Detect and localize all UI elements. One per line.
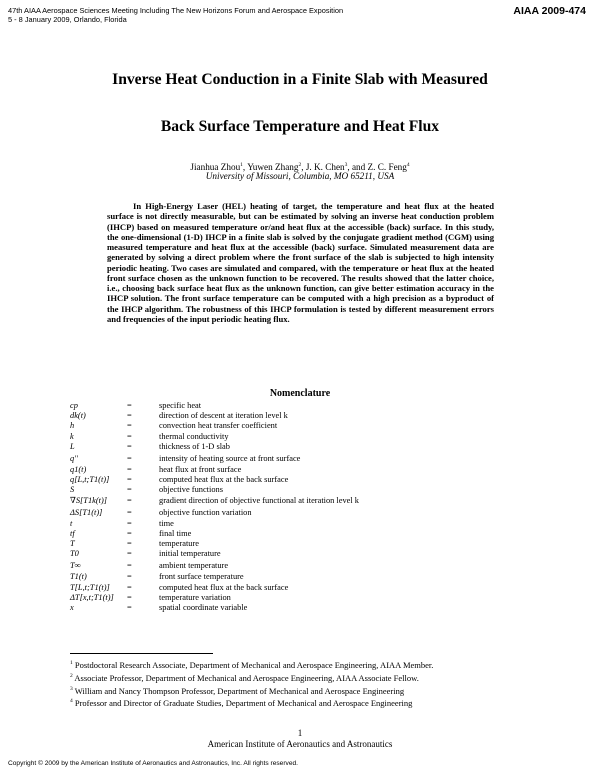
nomenclature-definition: computed heat flux at the back surface — [159, 475, 289, 485]
nomenclature-definition: temperature — [159, 539, 199, 549]
nomenclature-definition: front surface temperature — [159, 572, 244, 582]
nomenclature-symbol: tf — [70, 528, 75, 538]
nomenclature-symbol: cp — [70, 401, 78, 410]
nomenclature-definition: direction of descent at iteration level k — [159, 411, 288, 421]
nomenclature-definition: spatial coordinate variable — [159, 603, 248, 612]
nomenclature-definition: initial temperature — [159, 549, 221, 559]
nomenclature-symbol: ΔT[x,t;T1(t)] — [70, 592, 114, 602]
nomenclature-symbol: dk(t) — [70, 411, 86, 421]
nomenclature-symbol: T1(t) — [70, 572, 87, 582]
nomenclature-definition: thickness of 1-D slab — [159, 441, 230, 451]
nomenclature-symbol: T — [70, 539, 75, 549]
conference-line-2: 5 - 8 January 2009, Orlando, Florida — [8, 15, 127, 24]
nomenclature-symbol: q'' — [70, 453, 78, 463]
nomenclature-symbol: q[L,t;T1(t)] — [70, 475, 110, 485]
footnote: $^2$ Associate Professor, Department of Mechanical and Aerospace Engineering, AIAA Associate Fellow. — [70, 672, 419, 683]
author: Yuwen Zhang$^2$, — [247, 162, 306, 173]
nomenclature-symbol: q1(t) — [70, 464, 87, 474]
abstract: In High-Energy Laser (HEL) heating of target, the temperature and heat flux at the heated surface is not directly measurable, but can be estimated by solving an inverse heat conduction problem (IHCP) based on measured temperature or/and heat flux at the accessible (back) surface. In this study, the one-dimensional (1-D) IHCP in a finite slab is solved by the conjugate gradient method (CGM) using measured temperature and heat flux at the accessible (back) surface. Simulated measurement data are generated by solving a direct problem where the front surface of the slab is subjected to high intensity periodic heating. Two cases are simulated and compared, with the temperature or heat flux at the heated front surface chosen as the unknown function to be recovered. The results showed that the latter choice, i.e., choosing back surface heat flux as the unknown function, can give better estimation accuracy in the IHCP solution. The front surface temperature can be computed with a high precision as a byproduct of the IHCP algorithm. The robustness of this IHCP formulation is tested by different measurement errors and frequencies of the input periodic heating flux. — [107, 201, 494, 324]
nomenclature-symbol: x — [70, 603, 74, 612]
footnote: $^4$ Professor and Director of Graduate Studies, Department of Mechanical and Aerospace Engineering — [70, 698, 413, 709]
nomenclature-symbol: T∞ — [70, 561, 81, 571]
nomenclature-definition: convection heat transfer coefficient — [159, 421, 278, 431]
nomenclature-definition: specific heat — [159, 401, 202, 410]
footnote-separator — [70, 653, 213, 654]
nomenclature-definition: computed heat flux at the back surface — [159, 582, 289, 592]
footnote: $^3$ William and Nancy Thompson Professor, Department of Mechanical and Aerospace Engineering — [70, 685, 405, 696]
nomenclature-definition: temperature variation — [159, 592, 231, 602]
copyright-notice: Copyright © 2009 by the American Institute of Aeronautics and Astronautics, Inc. All rights reserved. — [8, 760, 299, 767]
nomenclature-symbol: S — [70, 485, 75, 495]
nomenclature-symbol: h — [70, 421, 75, 431]
nomenclature-definition: objective functions — [159, 485, 223, 495]
conference-header — [8, 6, 343, 24]
nomenclature-definition: ambient temperature — [159, 561, 229, 571]
paper-id: AIAA 2009-474 — [513, 5, 586, 17]
affiliation: University of Missouri, Columbia, MO 65211, USA — [205, 171, 395, 181]
nomenclature-definition: intensity of heating source at front surface — [159, 453, 301, 463]
nomenclature-definition: thermal conductivity — [159, 431, 229, 441]
page-number: 1 — [297, 728, 303, 738]
institute-name: American Institute of Aeronautics and Astronautics — [207, 739, 393, 749]
nomenclature-symbol: L — [70, 441, 75, 451]
author: Jianhua Zhou$^1$, — [190, 162, 248, 173]
nomenclature-definition: objective function variation — [159, 507, 252, 517]
nomenclature-list: cp = specific heat dk(t) = direction of descent at iteration level k h = convection heat transfer coefficient k = thermal conductivity L = thickness of 1-D slab q'' = intensity of heating source at front surface q1(t) = heat flux at front surface q[L,t;T1(t)] = computed heat flux at the back surface S = objective functions ∇S[T1k(t)] = gradient direction of objective functional at iteration level k ΔS[T1(t)] = objective function variation t = time tf = final time T = temperature T0 = initial temperature T∞ = ambient temperature T1(t) = front surface temperature T[L,t;T1(t)] = computed heat flux at the back surface ΔT[x,t;T1(t)] = temperature variation x = spatial coordinate variable — [70, 401, 359, 612]
nomenclature-symbol: T[L,t;T1(t)] — [70, 582, 110, 592]
paper-title-line-1: Inverse Heat Conduction in a Finite Slab with Measured — [112, 71, 488, 88]
nomenclature-definition: gradient direction of objective functional at iteration level k — [159, 495, 359, 505]
nomenclature-heading: Nomenclature — [269, 388, 331, 399]
nomenclature-symbol: k — [70, 431, 74, 441]
nomenclature-symbol: ∇S[T1k(t)] — [70, 495, 108, 505]
nomenclature-symbol: T0 — [70, 549, 79, 559]
footnotes — [70, 658, 540, 709]
nomenclature-definition: time — [159, 518, 174, 528]
paper-title-line-2: Back Surface Temperature and Heat Flux — [160, 118, 440, 135]
author: J. K. Chen$^3$, and — [305, 162, 368, 173]
nomenclature-symbol: t — [70, 518, 73, 528]
nomenclature-symbol: ΔS[T1(t)] — [70, 507, 103, 517]
nomenclature-definition: heat flux at front surface — [159, 464, 242, 474]
nomenclature-definition: final time — [159, 528, 192, 538]
conference-line-1: 47th AIAA Aerospace Sciences Meeting Including The New Horizons Forum and Aerospace Exposition — [8, 6, 344, 15]
author: Z. C. Feng$^4$ — [367, 162, 410, 173]
footnote: $^1$ Postdoctoral Research Associate, Department of Mechanical and Aerospace Engineering, AIAA Member. — [70, 659, 434, 670]
